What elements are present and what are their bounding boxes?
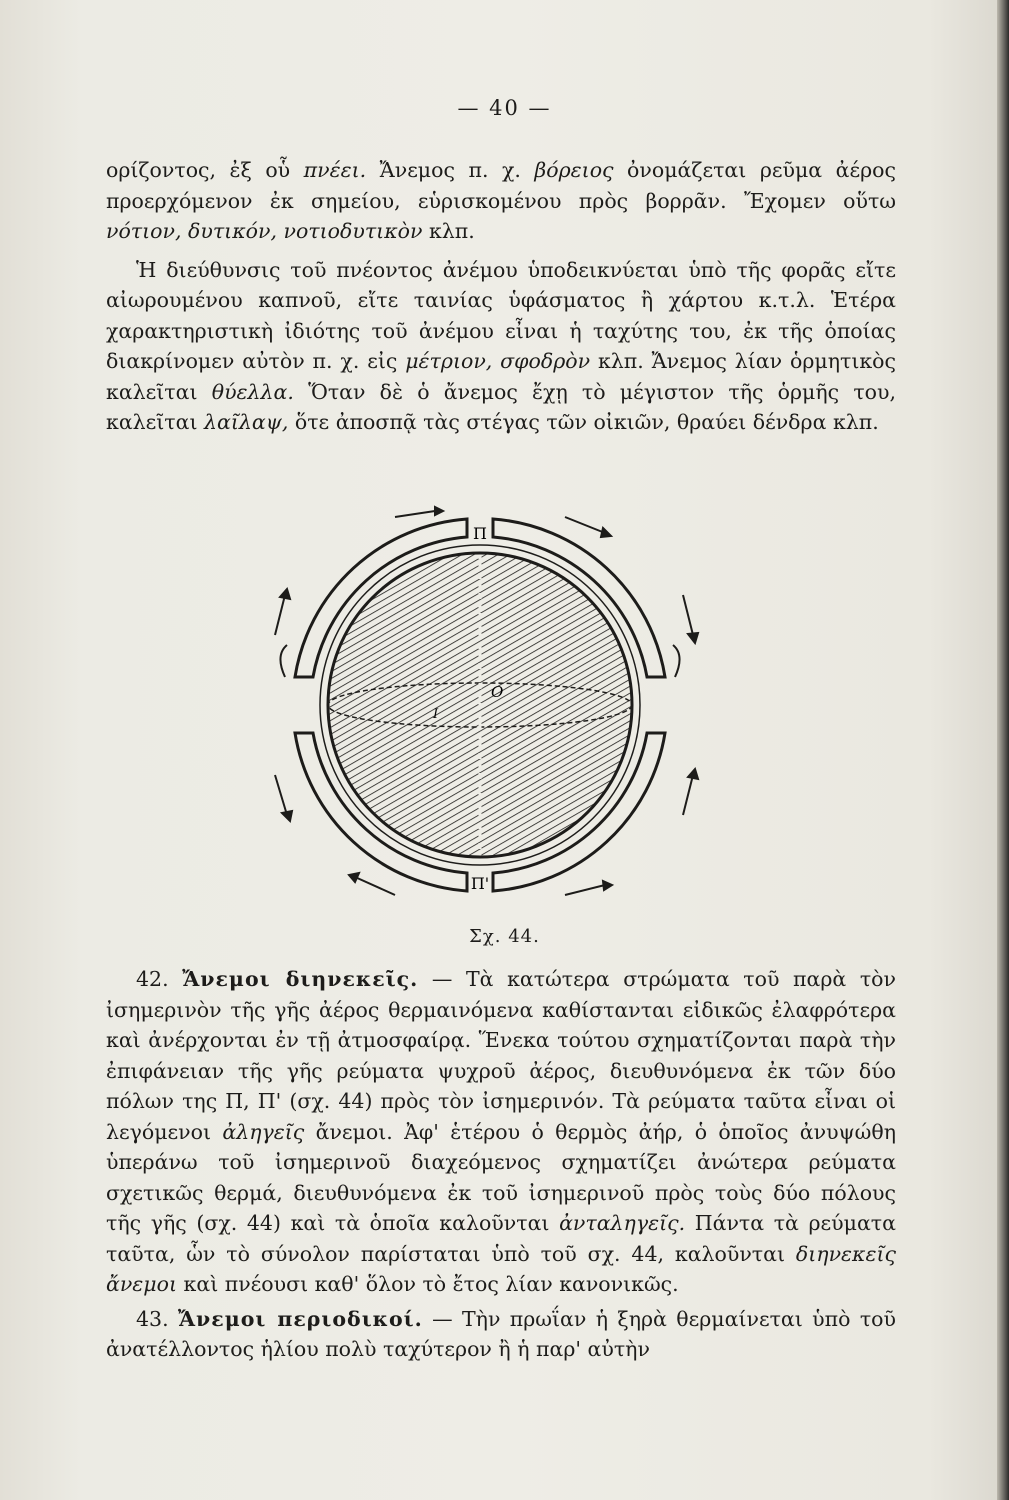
italic-term: ἀληγεῖς <box>222 1119 305 1144</box>
section-heading: Ἄνεμοι περιοδικοί. <box>178 1306 423 1331</box>
globe <box>320 545 640 865</box>
italic-term: νότιον, δυτικόν, νοτιοδυτικὸν <box>106 219 423 243</box>
text-run: ὀνομάζεται ρεῦμα ἀέρος προερχόμενον ἐκ σημείου, εὑρισκομένου πρὸς βορρᾶν. Ἔχομεν οὕτω <box>106 158 896 213</box>
north-pole-label: Π <box>473 524 487 543</box>
paragraph-1 <box>106 155 896 247</box>
text-run: κλπ. <box>422 219 475 243</box>
italic-term: ἀνταληγεῖς. <box>559 1211 686 1235</box>
italic-term: θύελλα. <box>211 379 294 404</box>
italic-term: μέτριον, σφοδρὸν <box>405 349 591 373</box>
south-pole-label: Π' <box>470 874 490 893</box>
paragraph-2 <box>106 255 896 438</box>
text-run: Ἄνεμος π. χ. <box>366 158 535 182</box>
center-label: Ο <box>491 683 504 701</box>
italic-term: διηνεκεῖς ἄνεμοι <box>106 1241 896 1296</box>
text-run: Ὅταν δὲ ὁ ἄνεμος ἔχῃ τὸ μέγιστον τῆς ὁρμῆς του, καλεῖται <box>106 379 896 434</box>
equator-label: Ι <box>433 707 439 722</box>
figure-caption: Σχ. 44. <box>469 926 540 947</box>
text-run: — Τὴν πρωΐαν ἡ ξηρὰ θερμαίνεται ὑπὸ τοῦ ἀνατέλλοντος ἡλίου πολὺ ταχύτερον ἢ ἡ παρ' αὐτὴν <box>106 1306 896 1361</box>
text-run: καὶ πνέουσι καθ' ὅλον τὸ ἔτος λίαν κανονικῶς. <box>177 1272 679 1296</box>
body-text-bottom <box>106 964 896 1365</box>
text-run: κλπ. Ἄνεμος λίαν ὁρμητικὸς καλεῖται <box>106 349 896 404</box>
book-spine-edge <box>997 0 1009 1500</box>
page-number: — 40 — <box>457 96 552 120</box>
section-43 <box>106 1304 896 1365</box>
wind-circulation-figure <box>235 505 725 905</box>
body-text-top <box>106 155 896 438</box>
italic-term: λαῖλαψ, <box>204 410 289 434</box>
italic-term: βόρειος <box>534 158 614 182</box>
section-number: 42. <box>136 967 169 991</box>
section-number: 43. <box>136 1306 169 1331</box>
section-heading: Ἄνεμοι διηνεκεῖς. <box>182 967 419 991</box>
section-42 <box>106 964 896 1300</box>
text-run: ἄνεμοι. Ἀφ' ἑτέρου ὁ θερμὸς ἀήρ, ὁ ὁποῖος ἀνυψώθη ὑπεράνω τοῦ ἰσημερινοῦ διαχεόμενος σχηματίζει ἀνώτερα ρεύματα σχετικῶς θερμά, διευθυνόμενα ἐκ τοῦ ἰσημερινοῦ πρὸς τοὺς δύο πόλους τῆς γῆς (σχ. 44) καὶ τὰ ὁποῖα καλοῦνται <box>106 1119 896 1235</box>
text-run: ορίζοντος, ἐξ οὗ <box>106 158 304 182</box>
text-run: Πάντα τὰ ρεύματα ταῦτα, ὧν τὸ σύνολον παρίσταται ὑπὸ τοῦ σχ. 44, καλοῦνται <box>106 1211 896 1266</box>
text-run: ὅτε ἀποσπᾷ τὰς στέγας τῶν οἰκιῶν, θραύει δένδρα κλπ. <box>288 410 879 434</box>
text-run: — Τὰ κατώτερα στρώματα τοῦ παρὰ τὸν ἰσημερινὸν τῆς γῆς ἀέρος θερμαινόμενα καθίστανται εἰδικῶς ἐλαφρότερα καὶ ἀνέρχονται ἐν τῇ ἀτμοσφαίρᾳ. Ἕνεκα τούτου σχηματίζονται παρὰ τὴν ἐπιφάνειαν τῆς γῆς ρεύματα ψυχροῦ ἀέρος, διευθυνόμενα ἐκ τῶν δύο πόλων της Π, Π' (σχ. 44) πρὸς τὸν ἰσημερινόν. Τὰ ρεύματα ταῦτα εἶναι οἱ λεγόμενοι <box>106 967 896 1144</box>
text-run: Ἡ διεύθυνσις τοῦ πνέοντος ἀνέμου ὑποδεικνύεται ὑπὸ τῆς φορᾶς εἴτε αἰωρουμένου καπνοῦ, εἴτε ταινίας ὑφάσματος ἢ χάρτου κ.τ.λ. Ἑτέρα χαρακτηριστικὴ ἰδιότης τοῦ ἀνέμου εἶναι ἡ ταχύτης του, ἐκ τῆς ὁποίας διακρίνομεν αὐτὸν π. χ. εἰς <box>106 257 896 373</box>
italic-term: πνέει. <box>303 158 367 182</box>
